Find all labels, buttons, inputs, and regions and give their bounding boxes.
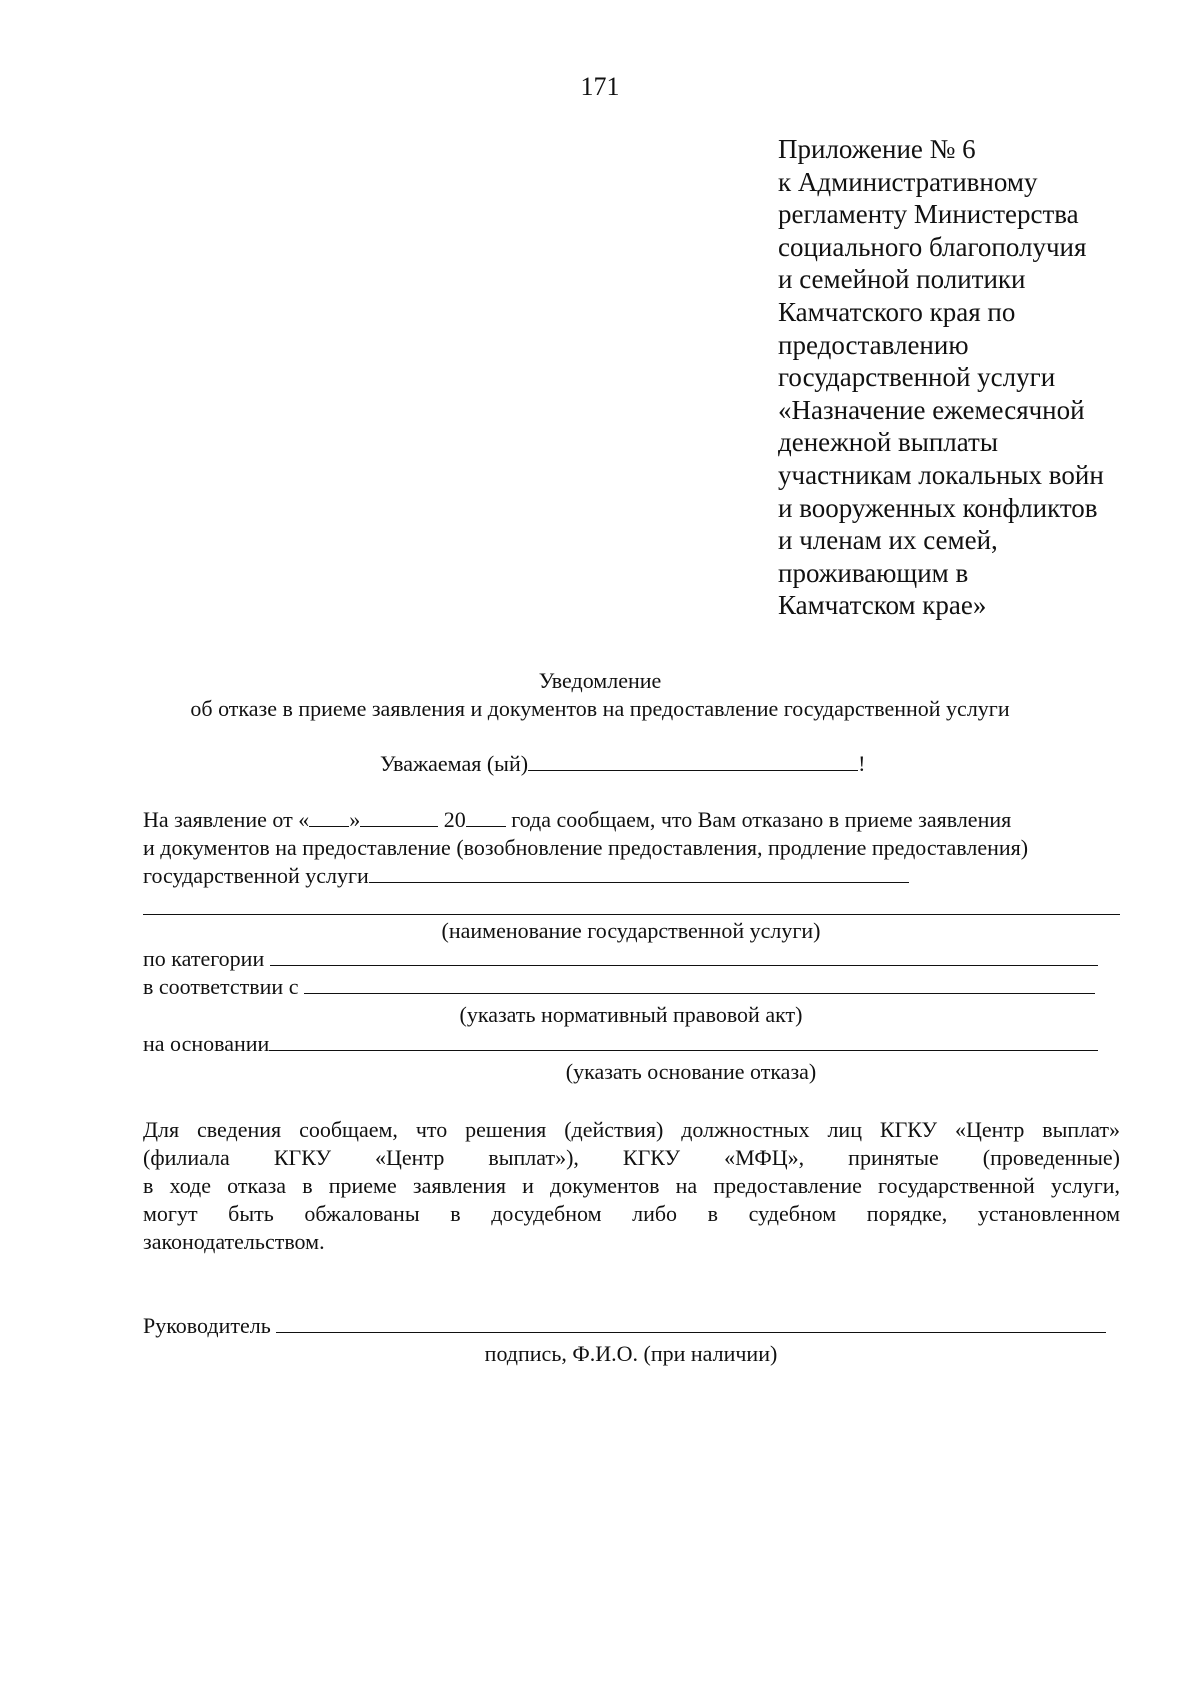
refusal-basis-field[interactable] [269,1030,1098,1051]
category-label: по категории [143,946,270,971]
recipient-name-field[interactable] [528,750,858,771]
date-quote-close: » [349,807,361,832]
service-name-field[interactable] [143,914,1120,915]
appendix-line: предоставлению [778,329,969,360]
caption-signature: подпись, Ф.И.О. (при наличии) [484,1341,778,1366]
appendix-line: социального благополучия [778,231,1087,262]
appendix-line: Приложение № 6 [778,134,976,164]
appendix-line: Камчатском крае» [778,590,987,621]
basis-label: на основании [143,1031,270,1056]
appendix-line: Камчатского края по [778,296,1016,327]
basis-line [143,1030,1098,1058]
head-label: Руководитель [143,1313,277,1338]
caption-act: (указать нормативный правовой акт) [459,1002,803,1027]
appendix-line: участникам локальных войн [778,459,1104,490]
appendix-line: регламенту Министерства [778,199,1079,230]
notice-subtitle: об отказе в приеме заявления и документов на предоставление государственной услуги [190,696,1010,721]
info-paragraph-line: (филиала КГКУ «Центр выплат»), КГКУ «МФЦ», принятые (проведенные) [143,1145,1120,1170]
documents-line: и документов на предоставление (возобновление предоставления, продление предоставления) [143,835,1029,860]
head-signature-field[interactable] [276,1312,1106,1333]
appendix-line: государственной услуги [778,362,1056,393]
info-paragraph-line: Для сведения сообщаем, что решения (действия) должностных лиц КГКУ «Центр выплат» [143,1117,1120,1142]
year-field[interactable] [466,806,506,827]
application-date-line [143,806,1011,834]
appendix-line: и членам их семей, [778,525,998,556]
month-field[interactable] [360,806,438,827]
service-label: государственной услуги [143,863,369,888]
legal-act-field[interactable] [304,973,1095,994]
day-field[interactable] [309,806,349,827]
appendix-line: «Назначение ежемесячной [778,394,1085,425]
info-paragraph-line: законодательством. [143,1229,325,1254]
appendix-line: к Административному [778,166,1038,197]
category-field[interactable] [270,945,1098,966]
appendix-line: денежной выплаты [778,427,998,458]
service-field[interactable] [369,862,909,883]
appendix-line: проживающим в [778,557,969,588]
greeting-prefix: Уважаемая (ый) [380,751,529,776]
appendix-block [778,133,1178,622]
appendix-line: и вооруженных конфликтов [778,492,1098,523]
info-paragraph-line: в ходе отказа в приеме заявления и документов на предоставление государственной услуги, [143,1173,1120,1198]
info-paragraph-line: могут быть обжалованы в досудебном либо в судебном порядке, установленном [143,1201,1120,1226]
category-line [143,945,1098,973]
year-prefix-text: 20 [438,807,466,832]
caption-basis: (указать основание отказа) [565,1059,817,1084]
head-signature-line [143,1312,1106,1340]
page-number: 171 [580,72,620,101]
accordance-label: в соответствии с [143,974,304,999]
caption-service: (наименование государственной услуги) [441,918,821,943]
notice-title: Уведомление [538,668,662,693]
greeting-suffix: ! [858,751,866,776]
refusal-text: года сообщаем, что Вам отказано в приеме заявления [505,807,1012,832]
appendix-line: и семейной политики [778,264,1026,295]
accordance-line [143,973,1095,1001]
greeting-line [380,750,865,778]
service-line [143,862,909,890]
date-prefix-text: На заявление от « [143,807,310,832]
